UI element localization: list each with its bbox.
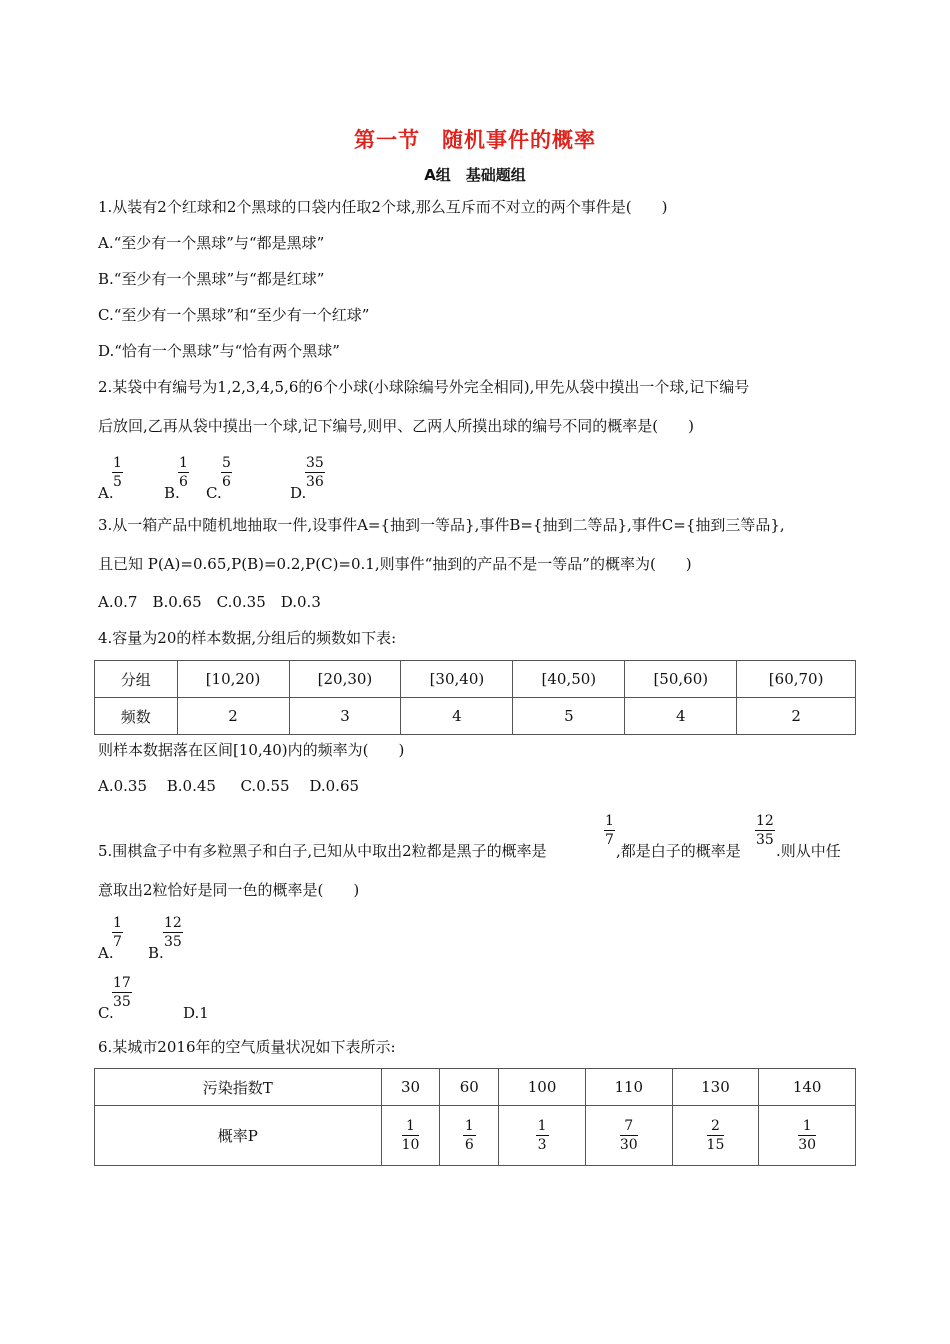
fraction-denominator: 10 [401, 1137, 420, 1153]
table-cell: 3 [289, 698, 401, 735]
q5-stem-part1: 5.围棋盒子中有多粒黑子和白子,已知从中取出2粒都是黑子的概率是 [98, 842, 547, 860]
table-cell: 2 [737, 698, 856, 735]
table-cell [672, 1106, 759, 1166]
fraction-numerator: 1 [179, 455, 188, 471]
fraction-numerator: 1 [113, 455, 122, 471]
q5-white-probability-fraction [755, 813, 775, 848]
table-cell [585, 1106, 672, 1166]
fraction-numerator: 1 [537, 1118, 547, 1134]
fraction-denominator: 30 [619, 1137, 638, 1153]
fraction-numerator: 12 [756, 813, 774, 829]
q5-option-b-fraction [163, 915, 183, 950]
table-cell [759, 1106, 856, 1166]
table-row-header: 概率P [95, 1106, 382, 1166]
q1-option-c: C.“至少有一个黑球”和“至少有一个红球” [98, 306, 370, 324]
fraction-numerator: 5 [222, 455, 231, 471]
table-row-header: 频数 [95, 698, 178, 735]
fraction-denominator: 30 [798, 1137, 817, 1153]
fraction-denominator: 35 [164, 934, 182, 950]
q2-option-b-fraction [178, 455, 189, 490]
probability-fraction [798, 1118, 816, 1153]
q2-option-b-label: B. [164, 484, 180, 502]
table-row-header: 污染指数T [95, 1069, 382, 1106]
q4-stem: 4.容量为20的样本数据,分组后的频数如下表: [98, 629, 397, 647]
fraction-denominator: 6 [464, 1137, 474, 1153]
fraction-denominator: 15 [706, 1137, 725, 1153]
fraction-numerator: 17 [113, 975, 131, 991]
fraction-numerator: 7 [620, 1118, 638, 1136]
q1-option-a: A.“至少有一个黑球”与“都是黑球” [98, 234, 325, 252]
fraction-denominator: 36 [306, 474, 324, 490]
q4-question: 则样本数据落在区间[10,40)内的频率为( ) [98, 741, 405, 759]
table-cell: 4 [401, 698, 513, 735]
fraction-numerator: 2 [707, 1118, 725, 1136]
section-subtitle: A组 基础题组 [424, 166, 526, 184]
table-cell: 130 [672, 1069, 759, 1106]
probability-fraction [707, 1118, 725, 1153]
q5-stem-part2: ,都是白子的概率是 [616, 842, 741, 860]
table-cell: [30,40) [401, 661, 513, 698]
q2-option-d-label: D. [290, 484, 307, 502]
table-cell [440, 1106, 499, 1166]
q2-stem-line1: 2.某袋中有编号为1,2,3,4,5,6的6个小球(小球除编号外完全相同),甲先从袋中摸出一个球,记下编号 [98, 378, 750, 396]
probability-fraction [402, 1118, 420, 1153]
fraction-numerator: 1 [798, 1118, 816, 1136]
probability-fraction [536, 1118, 549, 1153]
table-cell: 30 [381, 1069, 440, 1106]
table-cell: 60 [440, 1069, 499, 1106]
table-cell: 100 [499, 1069, 586, 1106]
q1-option-b: B.“至少有一个黑球”与“都是红球” [98, 270, 325, 288]
table-cell: [40,50) [513, 661, 625, 698]
table-cell: [10,20) [177, 661, 289, 698]
fraction-numerator: 12 [164, 915, 182, 931]
table-cell: 4 [625, 698, 737, 735]
table-cell: 110 [585, 1069, 672, 1106]
q2-stem-line2: 后放回,乙再从袋中摸出一个球,记下编号,则甲、乙两人所摸出球的编号不同的概率是( ) [98, 417, 695, 435]
table-cell: [20,30) [289, 661, 401, 698]
fraction-denominator: 6 [222, 474, 231, 490]
q5-option-c-fraction [112, 975, 132, 1010]
table-cell: 2 [177, 698, 289, 735]
table-cell [381, 1106, 440, 1166]
probability-fraction [463, 1118, 476, 1153]
fraction-numerator: 1 [402, 1118, 420, 1136]
q1-stem: 1.从装有2个红球和2个黑球的口袋内任取2个球,那么互斥而不对立的两个事件是( ) [98, 198, 668, 216]
q5-option-a-fraction [112, 915, 123, 950]
fraction-denominator: 5 [113, 474, 122, 490]
q2-option-d-fraction [305, 455, 325, 490]
q5-option-d: D.1 [183, 1004, 209, 1022]
q5-option-b-label: B. [148, 944, 164, 962]
table-cell [499, 1106, 586, 1166]
q5-option-c-label: C. [98, 1004, 114, 1022]
fraction-denominator: 35 [756, 832, 774, 848]
q6-stem: 6.某城市2016年的空气质量状况如下表所示: [98, 1038, 396, 1056]
table-row-header: 分组 [95, 661, 178, 698]
table-cell: [50,60) [625, 661, 737, 698]
table-cell: 140 [759, 1069, 856, 1106]
table-cell: 5 [513, 698, 625, 735]
fraction-denominator: 7 [605, 832, 614, 848]
page-title: 第一节 随机事件的概率 [354, 128, 596, 152]
q2-option-c-fraction [221, 455, 232, 490]
q6-air-quality-table [94, 1068, 856, 1166]
q2-option-a-label: A. [98, 484, 114, 502]
q5-option-a-label: A. [98, 944, 114, 962]
fraction-denominator: 6 [179, 474, 188, 490]
fraction-denominator: 3 [537, 1137, 547, 1153]
q3-stem-line2: 且已知 P(A)=0.65,P(B)=0.2,P(C)=0.1,则事件“抽到的产品不是一等品”的概率为( ) [98, 555, 692, 573]
q5-black-probability-fraction [604, 813, 615, 848]
q2-option-a-fraction [112, 455, 123, 490]
table-cell: [60,70) [737, 661, 856, 698]
fraction-numerator: 1 [113, 915, 122, 931]
fraction-denominator: 35 [113, 994, 131, 1010]
fraction-numerator: 35 [306, 455, 324, 471]
q3-options: A.0.7 B.0.65 C.0.35 D.0.3 [98, 593, 321, 611]
q2-option-c-label: C. [206, 484, 222, 502]
q1-option-d: D.“恰有一个黑球”与“恰有两个黑球” [98, 342, 340, 360]
q4-frequency-table [94, 660, 856, 735]
q5-stem-line2: 意取出2粒恰好是同一色的概率是( ) [98, 881, 360, 899]
probability-fraction [620, 1118, 638, 1153]
fraction-numerator: 1 [605, 813, 614, 829]
fraction-numerator: 1 [464, 1118, 474, 1134]
q3-stem-line1: 3.从一箱产品中随机地抽取一件,设事件A={抽到一等品},事件B={抽到二等品},事件C={抽到三等品}, [98, 516, 785, 534]
q5-stem-part3: .则从中任 [776, 842, 841, 860]
fraction-denominator: 7 [113, 934, 122, 950]
q4-options: A.0.35 B.0.45 C.0.55 D.0.65 [98, 777, 360, 795]
